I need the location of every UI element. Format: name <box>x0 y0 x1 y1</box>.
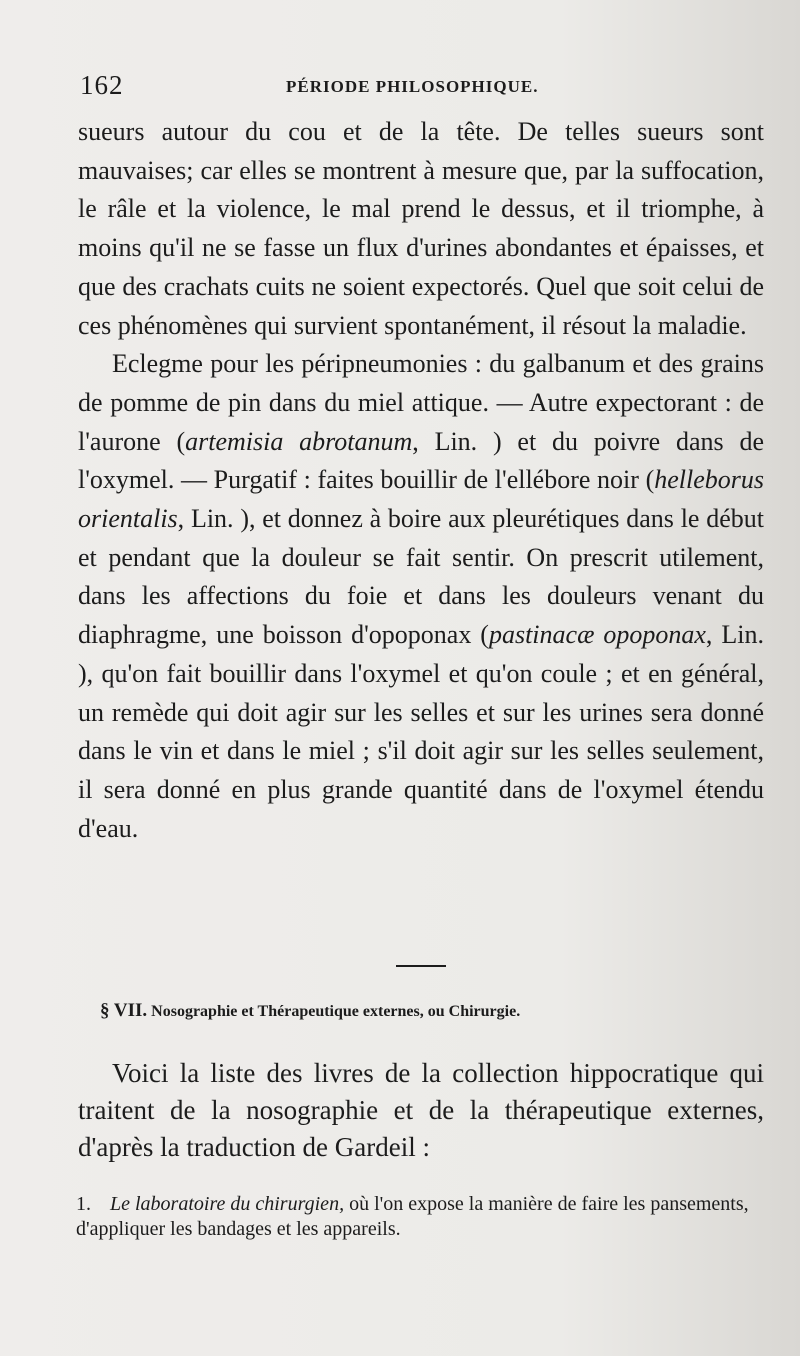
remedies-text-g: , Lin. ), qu'on fait bouillir dans l'oxymel et qu'on coule ; et en général, un remède qui doit agir sur les selles et sur les urines sera donné dans le vin et dans le miel ; s'il doit agir sur les selles seulement, il sera donné en plus grande quantité dans de l'oxymel étendu d'eau. <box>78 620 764 843</box>
latin-name-opoponax: pastinacæ opoponax <box>488 620 706 650</box>
paragraph-continuation: sueurs autour du cou et de la tête. De telles sueurs sont mauvaises; car elles se montrent à mesure que, par la suffocation, le râle et la violence, le mal prend le dessus, et il triomphe, à moins qu'il ne se fasse un flux d'urines abondantes et épaisses, et que des crachats cuits ne soient expectorés. Quel que soit celui de ces phénomènes qui survient spontanément, il résout la maladie. <box>78 117 764 340</box>
section-title: Nosographie et Thérapeutique externes, ou Chirurgie. <box>151 1003 521 1020</box>
remedies-text-a: Eclegme pour les péripneumonies : du galbanum et des grains de pomme de pin dans du miel attique. — Autre expectorant : de l'aurone ( <box>78 349 764 456</box>
section-number: § VII. <box>100 1000 148 1021</box>
paragraph-remedies <box>78 345 764 848</box>
section-heading <box>100 1000 760 1022</box>
remedies-text-e: , Lin. ), et donnez à boire aux pleurétiques dans le début et pendant que la douleur se fait sentir. On prescrit utilement, dans les affections du foie et dans les douleurs venant du diaphragme, une boisson d'opoponax ( <box>78 504 764 650</box>
list-item-text: où l'on expose la manière de faire les pansements, d'appliquer les bandages et les appareils. <box>76 1193 749 1240</box>
running-head: PÉRIODE PHILOSOPHIQUE. <box>286 77 539 96</box>
list-item <box>76 1192 766 1242</box>
body-text <box>78 113 764 848</box>
page-header <box>80 70 700 100</box>
remedies-text-c: , Lin. ) et du poivre dans de l'oxymel. — Purgatif : faites bouillir de l'ellébore noir ( <box>78 426 764 495</box>
list-item-title: Le laboratoire du chirurgien, <box>110 1193 345 1215</box>
section-intro <box>78 1055 764 1166</box>
section-intro-paragraph: Voici la liste des livres de la collection hippocratique qui traitent de la nosographie et de la thérapeutique externes, d'après la traduction de Gardeil : <box>78 1058 764 1162</box>
latin-name-artemisia: artemisia abrotanum <box>185 426 413 456</box>
page-number: 162 <box>80 70 124 100</box>
section-divider <box>396 965 446 967</box>
list-item-number: 1. <box>76 1193 91 1215</box>
latin-name-helleborus: helleborus orientalis <box>78 465 764 534</box>
